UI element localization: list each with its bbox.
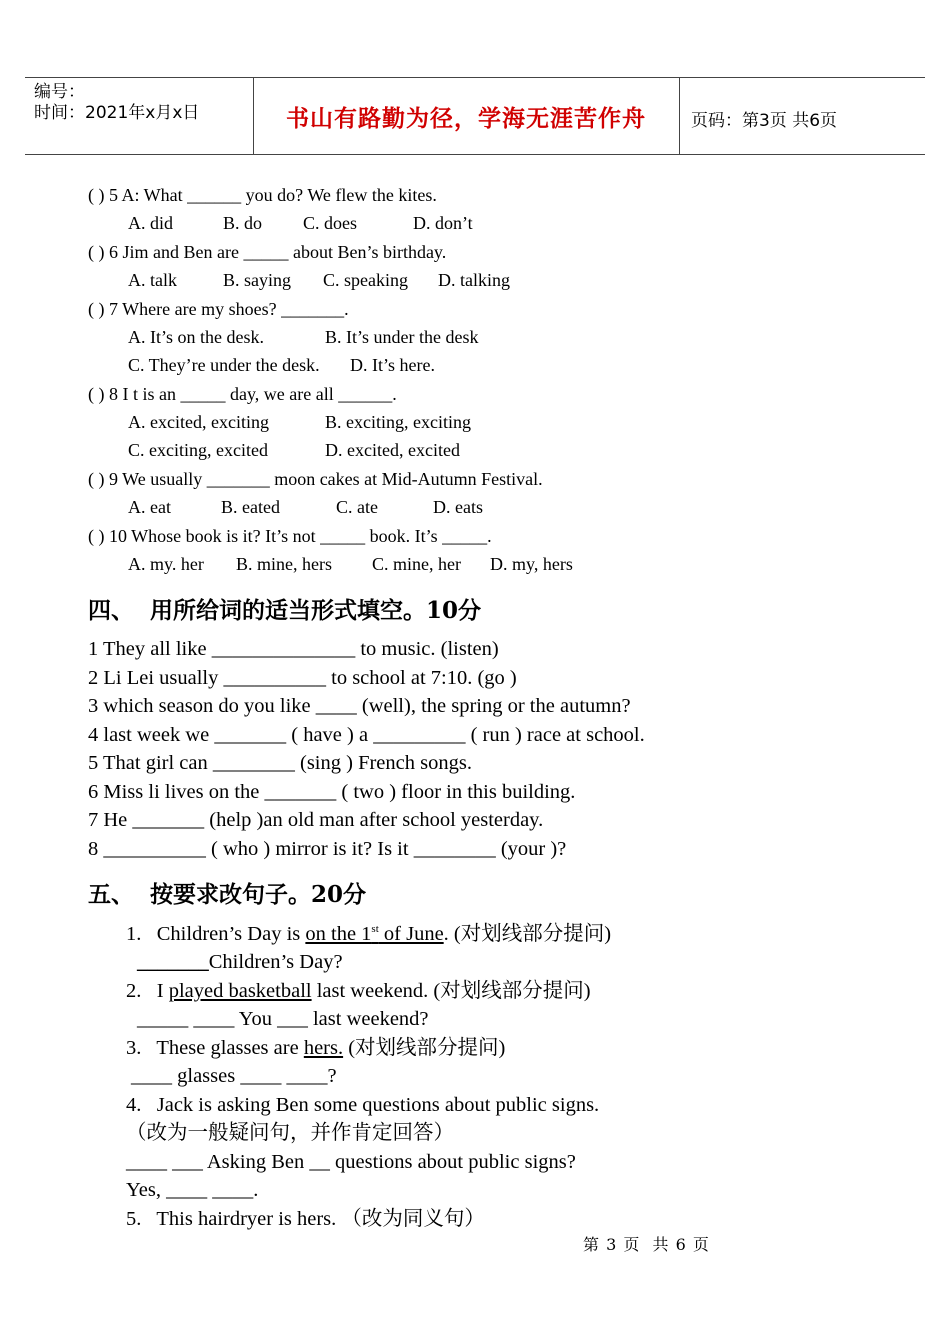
q1-underline-part2: of June (378, 923, 444, 945)
fill-item-7: 7 He _______ (help )an old man after school yesterday. (88, 809, 544, 831)
mc-question-10: ( ) 10 Whose book is it? It’s not _____ book. It’s _____. (88, 526, 492, 546)
q1-text-b: . (对划线部分提问) (443, 923, 612, 945)
header-bottom-rule (25, 154, 925, 155)
mc-option: C. mine, her (372, 554, 461, 574)
header-page-info: 页码：第3页 共6页 (691, 111, 838, 131)
mc-option: A. It’s on the desk. (128, 327, 264, 347)
mc-option: D. excited, excited (325, 440, 460, 460)
q3-text-b: (对划线部分提问) (343, 1037, 506, 1059)
mc-option: D. talking (438, 270, 510, 290)
rewrite-answer-1 (137, 950, 343, 974)
mc-option: D. my, hers (490, 554, 573, 574)
rewrite-answer-2: _____ ____ You ___ last weekend? (137, 1008, 429, 1030)
mc-option: C. They’re under the desk. (128, 355, 320, 375)
rewrite-item-3 (126, 1036, 505, 1060)
rewrite-answer-4b: Yes, ____ ____. (126, 1179, 259, 1201)
header-left (34, 82, 199, 124)
header-motto: 书山有路勤为径，学海无涯苦作舟 (286, 106, 646, 132)
fill-item-1: 1 They all like ______________ to music. (listen) (88, 638, 499, 660)
header-top-rule (25, 77, 925, 78)
mc-option: D. eats (433, 497, 483, 517)
q2-text-a: 2. I (126, 980, 169, 1002)
q1-answer-text: Children’s Day? (208, 951, 343, 973)
mc-option: C. speaking (323, 270, 408, 290)
mc-option: B. exciting, exciting (325, 412, 471, 432)
mc-question-7: ( ) 7 Where are my shoes? _______. (88, 299, 349, 319)
q1-answer-blank: _______ (137, 951, 209, 973)
fill-item-5: 5 That girl can ________ (sing ) French songs. (88, 752, 472, 774)
q1-underline-part1: on the 1 (305, 923, 372, 945)
mc-question-5: ( ) 5 A: What ______ you do? We flew the kites. (88, 185, 437, 205)
rewrite-answer-3: ____ glasses ____ ____? (131, 1065, 337, 1087)
mc-option: B. eated (221, 497, 280, 517)
fill-item-4: 4 last week we _______ ( have ) a _________ ( run ) race at school. (88, 724, 645, 746)
fill-item-6: 6 Miss li lives on the _______ ( two ) floor in this building. (88, 781, 576, 803)
q1-underlined (305, 923, 443, 945)
mc-question-6: ( ) 6 Jim and Ben are _____ about Ben’s birthday. (88, 242, 447, 262)
mc-option: A. excited, exciting (128, 412, 269, 432)
rewrite-answer-4a: ____ ___ Asking Ben __ questions about public signs? (126, 1151, 576, 1173)
q2-underlined: played basketball (168, 980, 312, 1002)
rewrite-item-2 (126, 979, 591, 1003)
q1-text-a: 1. Children’s Day is (126, 923, 306, 945)
section-4-title: 四、 用所给词的适当形式填空。10分 (88, 597, 482, 624)
q3-text-a: 3. These glasses are (126, 1037, 304, 1059)
fill-item-8: 8 __________ ( who ) mirror is it? Is it ________ (your )? (88, 838, 567, 860)
serial-label: 编号： (34, 82, 85, 102)
mc-option: B. mine, hers (236, 554, 332, 574)
mc-option: A. eat (128, 497, 171, 517)
mc-option: C. does (303, 213, 357, 233)
mc-question-8: ( ) 8 I t is an _____ day, we are all ______. (88, 384, 397, 404)
mc-option: C. ate (336, 497, 378, 517)
mc-option: D. It’s here. (350, 355, 435, 375)
fill-item-3: 3 which season do you like ____ (well), the spring or the autumn? (88, 695, 631, 717)
rewrite-item-4-note: （改为一般疑问句，并作肯定回答） (126, 1122, 454, 1144)
time-label: 时间：2021年x月x日 (34, 103, 200, 123)
header-divider-right (679, 77, 680, 155)
mc-option: C. exciting, excited (128, 440, 268, 460)
q3-underlined: hers. (303, 1037, 344, 1059)
fill-item-2: 2 Li Lei usually __________ to school at 7:10. (go ) (88, 667, 517, 689)
mc-option: B. It’s under the desk (325, 327, 479, 347)
rewrite-item-1 (126, 922, 611, 946)
rewrite-item-4: 4. Jack is asking Ben some questions about public signs. (126, 1094, 600, 1116)
q1-ordinal: st (371, 923, 379, 935)
page-footer: 第 3 页 共 6 页 (583, 1235, 710, 1254)
mc-option: A. did (128, 213, 173, 233)
rewrite-item-5: 5. This hairdryer is hers. （改为同义句） (126, 1208, 485, 1230)
mc-option: A. my. her (128, 554, 204, 574)
mc-option: B. saying (223, 270, 292, 290)
section-5-title: 五、 按要求改句子。20分 (88, 881, 367, 908)
mc-option: D. don’t (413, 213, 473, 233)
mc-question-9: ( ) 9 We usually _______ moon cakes at Mid-Autumn Festival. (88, 469, 543, 489)
mc-option: A. talk (128, 270, 177, 290)
mc-option: B. do (223, 213, 263, 233)
q2-text-b: last weekend. (对划线部分提问) (311, 980, 591, 1002)
